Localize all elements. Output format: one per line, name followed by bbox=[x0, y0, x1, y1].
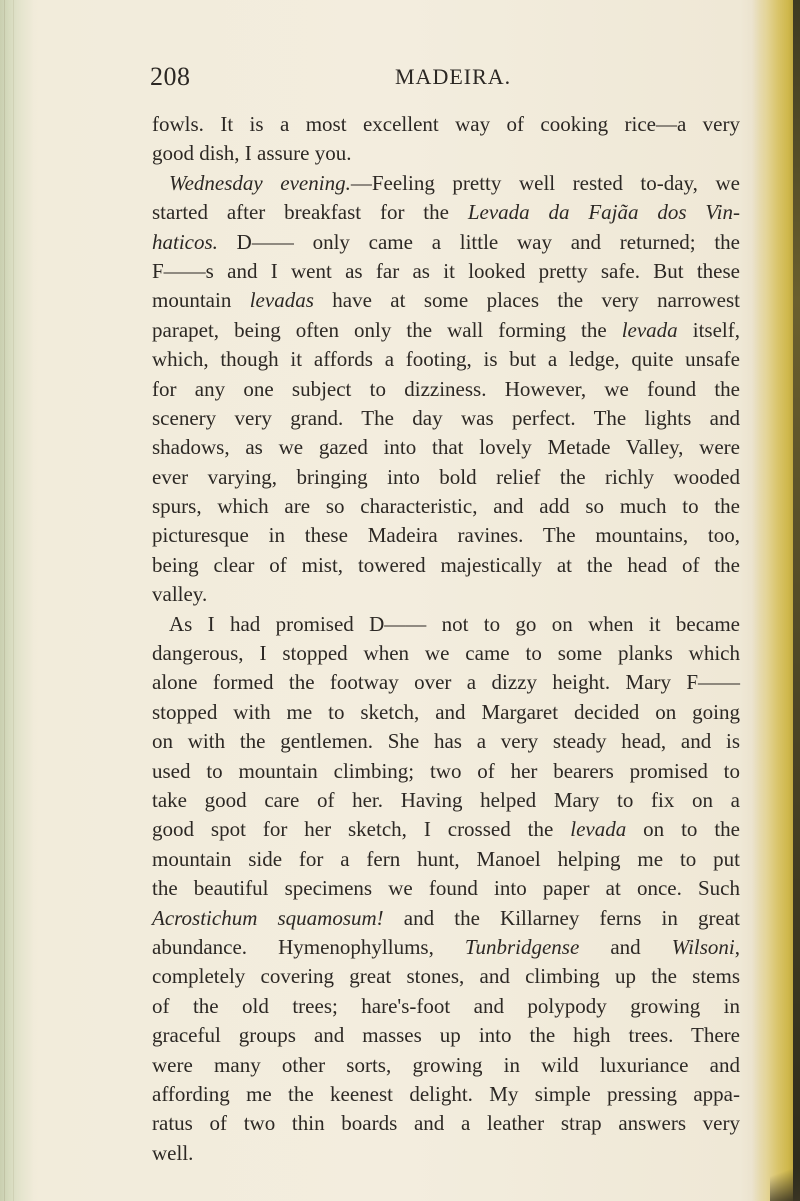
text-line: dangerous, I stopped when we came to some planks which bbox=[152, 641, 740, 666]
text-line: parapet, being often only the wall forming the levada itself, bbox=[152, 317, 740, 342]
text-line: shadows, as we gazed into that lovely Metade Valley, were bbox=[152, 435, 740, 460]
text-line: good dish, I assure you. bbox=[152, 141, 352, 166]
page-number: 208 bbox=[150, 62, 191, 91]
binding-edge bbox=[0, 0, 34, 1201]
text-line: the beautiful specimens we found into paper at once. Such bbox=[152, 876, 740, 901]
text-line: spurs, which are so characteristic, and add so much to the bbox=[152, 494, 740, 519]
text-line: take good care of her. Having helped Mary to fix on a bbox=[152, 787, 740, 812]
italic-phrase: Wednesday evening. bbox=[169, 170, 351, 195]
text-line: ratus of two thin boards and a leather strap answers very bbox=[152, 1111, 740, 1136]
text-line: mountain side for a fern hunt, Manoel helping me to put bbox=[152, 846, 740, 871]
corner-shadow bbox=[770, 1161, 800, 1201]
italic-phrase: Wilsoni bbox=[671, 934, 735, 959]
italic-phrase: levada bbox=[621, 317, 678, 342]
italic-phrase: Levada da Fajãa dos Vin- bbox=[467, 200, 740, 225]
text-line: being clear of mist, towered majestically at the head of the bbox=[152, 552, 740, 577]
text-line: well. bbox=[152, 1140, 194, 1165]
text-line: started after breakfast for the Levada da Fajãa dos Vin- bbox=[152, 200, 740, 225]
italic-phrase: levada bbox=[570, 817, 627, 842]
text-line: F——s and I went as far as it looked pretty safe. But these bbox=[152, 258, 740, 283]
text-line: of the old trees; hare's-foot and polypody growing in bbox=[152, 993, 740, 1018]
text-line: picturesque in these Madeira ravines. The mountains, too, bbox=[152, 523, 740, 548]
italic-phrase: haticos. bbox=[152, 229, 218, 254]
text-line: graceful groups and masses up into the high trees. There bbox=[152, 1023, 740, 1048]
text-line: stopped with me to sketch, and Margaret decided on going bbox=[152, 699, 740, 724]
text-line: mountain levadas have at some places the very narrowest bbox=[152, 288, 740, 313]
italic-phrase: levadas bbox=[249, 288, 314, 313]
text-line: used to mountain climbing; two of her bearers promised to bbox=[152, 758, 740, 783]
text-line: good spot for her sketch, I crossed the levada on to the bbox=[152, 817, 740, 842]
text-line: abundance. Hymenophyllums, Tunbridgense and Wilsoni, bbox=[152, 934, 740, 959]
body-text bbox=[152, 110, 740, 1168]
text-line: ever varying, bringing into bold relief the richly wooded bbox=[152, 464, 740, 489]
running-title: MADEIRA. bbox=[395, 64, 512, 89]
page-edge-shadow bbox=[793, 0, 800, 1201]
text-line: on with the gentlemen. She has a very steady head, and is bbox=[152, 729, 740, 754]
text-line: Wednesday evening.—Feeling pretty well rested to-day, we bbox=[169, 170, 740, 195]
text-line: haticos. D—— only came a little way and returned; the bbox=[152, 229, 740, 254]
text-line: alone formed the footway over a dizzy height. Mary F—— bbox=[152, 670, 740, 695]
text-line: completely covering great stones, and climbing up the stems bbox=[152, 964, 740, 989]
text-line: As I had promised D—— not to go on when it became bbox=[169, 611, 740, 636]
text-line: affording me the keenest delight. My simple pressing appa- bbox=[152, 1081, 740, 1106]
italic-phrase: Tunbridgense bbox=[464, 934, 580, 959]
italic-phrase: Acrostichum squamosum bbox=[152, 905, 377, 930]
text-line: for any one subject to dizziness. However, we found the bbox=[152, 376, 740, 401]
text-line: which, though it affords a footing, is but a ledge, quite unsafe bbox=[152, 347, 740, 372]
page-header bbox=[150, 62, 750, 102]
text-line: were many other sorts, growing in wild luxuriance and bbox=[152, 1052, 740, 1077]
text-line: scenery very grand. The day was perfect. The lights and bbox=[152, 405, 740, 430]
text-line: fowls. It is a most excellent way of cooking rice—a very bbox=[152, 112, 740, 136]
text-line: Acrostichum squamosum! and the Killarney ferns in great bbox=[152, 905, 740, 930]
text-line: valley. bbox=[152, 582, 208, 607]
